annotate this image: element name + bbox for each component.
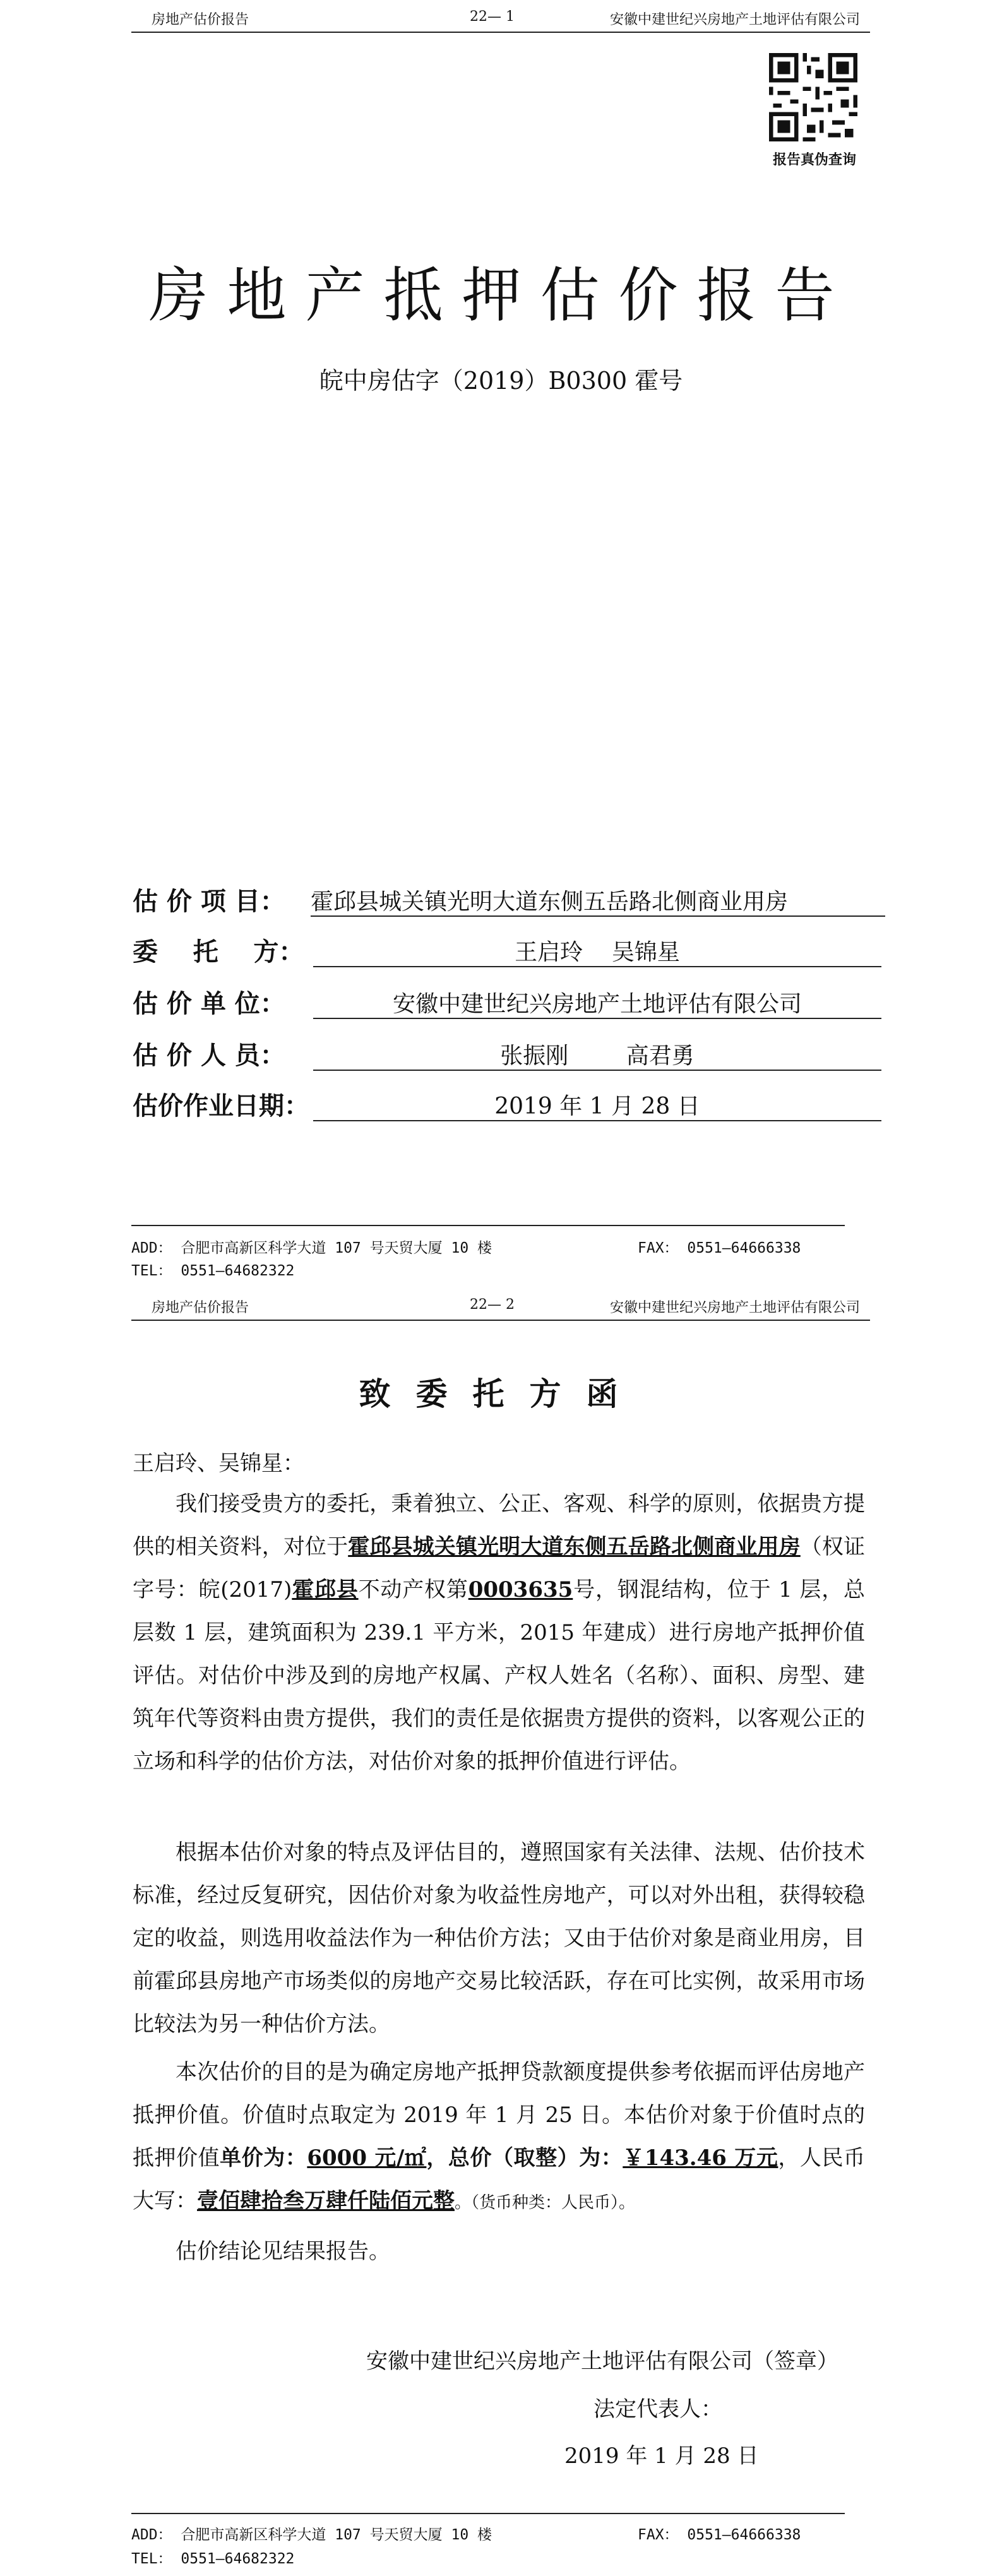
footer-fax: FAX： 0551—64666338 — [638, 2527, 801, 2543]
salutation: 王启玲、吴锦星： — [133, 1451, 304, 1476]
footer-address: ADD： 合肥市高新区科学大道 107 号天贸大厦 10 楼 — [131, 1240, 492, 1256]
qr-code-icon[interactable] — [769, 53, 857, 141]
header-company: 安徽中建世纪兴房地产土地评估有限公司 — [609, 1300, 860, 1316]
signature-date: 2019 年 1 月 28 日 — [564, 2443, 759, 2469]
p2-text: 根据本估价对象的特点及评估目的，遵照国家有关法律、法规、估价技术标准，经过反复研究，因估价对象为收益性房地产，可以对外出租，获得较稳定的收益，则选用收益法作为一种估价方法；又由于估价对象是商业用房，目前霍邱县房地产市场类似的房地产交易比较活跃，存在可比实例，故采用市场比较法为另一种估价方法。 — [133, 1840, 865, 2037]
field-label: 委 托 方： — [133, 937, 304, 967]
field-value: 霍邱县城关镇光明大道东侧五岳路北侧商业用房 — [311, 884, 885, 917]
running-header — [131, 6, 870, 33]
field-value: 王启玲 吴锦星 — [313, 934, 881, 967]
legal-representative: 法定代表人： — [593, 2397, 722, 2422]
header-page-number: 22— 1 — [470, 9, 515, 25]
field-row-project — [133, 881, 890, 919]
total-price-uppercase: 壹佰肆拾叁万肆仟陆佰元整 — [197, 2188, 455, 2214]
p3-text-a: 本次估价的目的是为确定房地产抵押贷款额度提供参考依据而评估房地产抵押价值。价值时点取定为 2019 年 1 月 25 日。本估价对象于价值时点的抵押价值 — [133, 2060, 865, 2171]
p1-text-c: 不动产权第 — [358, 1577, 468, 1602]
p3-text-d: 。（货币种类：人民币）。 — [455, 2193, 636, 2212]
footer-divider — [131, 1225, 845, 1226]
footer-tel: TEL： 0551—64682322 — [131, 2551, 295, 2567]
p4-text: 估价结论见结果报告。 — [176, 2239, 390, 2264]
p3-total-label: ，总价（取整）为： — [426, 2145, 623, 2171]
property-address: 霍邱县城关镇光明大道东侧五岳路北侧商业用房 — [348, 1534, 801, 1559]
paragraph-2 — [133, 1831, 865, 2046]
field-row-appraisers — [133, 1035, 890, 1073]
field-value: 安徽中建世纪兴房地产土地评估有限公司 — [313, 986, 881, 1019]
qr-caption: 报告真伪查询 — [772, 152, 856, 168]
field-label: 估价作业日期： — [133, 1091, 309, 1121]
signature-company: 安徽中建世纪兴房地产土地评估有限公司（签章） — [366, 2349, 838, 2374]
paragraph-4 — [133, 2230, 865, 2273]
report-number: 皖中房估字（2019）B0300 霍号 — [319, 367, 683, 395]
field-value: 张振刚 高君勇 — [313, 1038, 881, 1071]
unit-price: 6000 元/㎡ — [307, 2145, 427, 2171]
field-row-client — [133, 932, 890, 970]
p1-text-d: 号，钢混结构，位于 1 层，总层数 1 层，建筑面积为 239.1 平方米，2015 年建成）进行房地产抵押价值评估。对估价中涉及到的房地产权属、产权人姓名（名称）、面积、房型、建筑年代等资料由贵方提供，我们的责任是依据贵方提供的资料，以客观公正的立场和科学的估价方法，对估价对象的抵押价值进行评估。 — [133, 1577, 866, 1774]
field-row-appraiser-org — [133, 984, 890, 1022]
field-value: 2019 年 1 月 28 日 — [313, 1088, 881, 1121]
field-row-date — [133, 1086, 890, 1124]
paragraph-3 — [133, 2051, 865, 2224]
footer-divider — [131, 2513, 845, 2514]
footer-fax: FAX： 0551—64666338 — [638, 1240, 801, 1256]
certificate-number: 0003635 — [468, 1577, 573, 1602]
header-left: 房地产估价报告 — [152, 1300, 249, 1316]
p3-unit-price-label: 单价为： — [220, 2145, 307, 2171]
county-name: 霍邱县 — [292, 1577, 359, 1602]
report-title: 房地产抵押估价报告 — [148, 261, 854, 330]
paragraph-1 — [133, 1482, 865, 1783]
header-page-number: 22— 2 — [470, 1297, 515, 1313]
field-label: 估 价 单 位： — [133, 989, 285, 1018]
field-label: 估 价 人 员： — [133, 1041, 285, 1070]
footer-tel: TEL： 0551—64682322 — [131, 1263, 295, 1279]
p1-text-a: 我们接受贵方的委托，秉着独立、公正、客观、科学的原则，依据贵方提供的相关资料，对位于 — [133, 1491, 865, 1559]
p1-text-b: （权证字号：皖(2017) — [133, 1534, 866, 1602]
header-company: 安徽中建世纪兴房地产土地评估有限公司 — [609, 12, 860, 28]
letter-title: 致委托方函 — [359, 1375, 643, 1412]
field-label: 估 价 项 目： — [133, 886, 285, 916]
header-left: 房地产估价报告 — [152, 12, 249, 28]
p3-text-c: ，人民币大写： — [133, 2145, 866, 2214]
total-price: ￥143.46 万元 — [623, 2145, 778, 2171]
footer-address: ADD： 合肥市高新区科学大道 107 号天贸大厦 10 楼 — [131, 2527, 492, 2543]
running-header — [131, 1294, 870, 1321]
